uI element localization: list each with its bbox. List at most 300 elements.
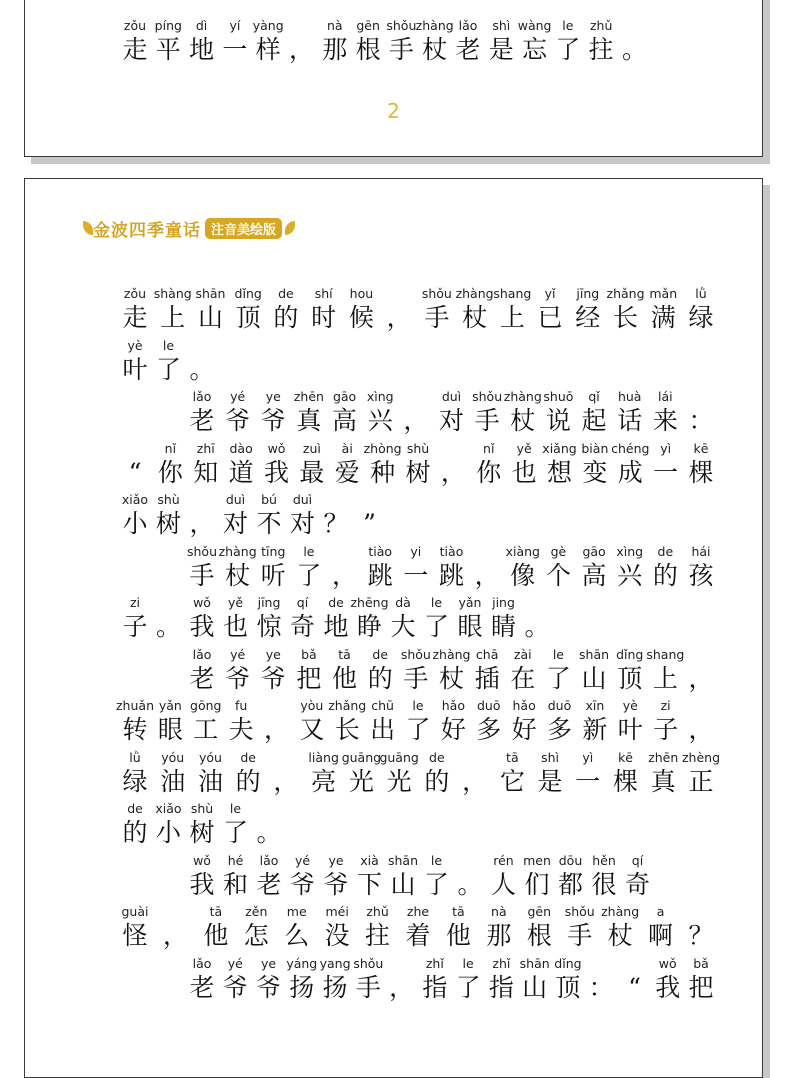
pinyin: zhǎng bbox=[328, 698, 367, 713]
ruby-char bbox=[681, 697, 721, 746]
hanzi: 很 bbox=[591, 869, 617, 899]
hanzi: 子 bbox=[122, 612, 148, 641]
pinyin: yě bbox=[516, 440, 532, 456]
ruby-char bbox=[221, 697, 261, 746]
hanzi: 老 bbox=[189, 406, 215, 435]
hanzi: 了 bbox=[555, 35, 581, 64]
hanzi: 不 bbox=[256, 509, 282, 538]
ruby-char bbox=[432, 543, 472, 592]
hanzi: 他 bbox=[332, 663, 358, 693]
ruby-char bbox=[115, 697, 155, 746]
hanzi: 也 bbox=[511, 457, 537, 487]
hanzi: 睛 bbox=[490, 612, 516, 641]
hanzi: 走 bbox=[122, 303, 148, 332]
hanzi: 山 bbox=[197, 303, 223, 332]
pinyin: zhàng bbox=[415, 18, 454, 33]
ruby-char bbox=[153, 285, 193, 334]
text-line bbox=[25, 491, 762, 543]
ruby-char bbox=[115, 440, 155, 489]
hanzi: 小 bbox=[122, 509, 148, 538]
hanzi: ， bbox=[288, 35, 314, 64]
ruby-char bbox=[467, 543, 507, 592]
text-line bbox=[25, 440, 762, 492]
ruby-char bbox=[253, 388, 293, 437]
pinyin: de bbox=[429, 749, 445, 765]
ruby-char bbox=[530, 749, 570, 798]
ruby-char bbox=[600, 903, 640, 952]
pinyin: zuì bbox=[302, 440, 321, 456]
hanzi: 手 bbox=[474, 406, 500, 435]
hanzi: 叶 bbox=[122, 354, 148, 384]
pinyin: zhǔ bbox=[589, 18, 613, 33]
pinyin: yé bbox=[230, 389, 246, 404]
hanzi: 一 bbox=[575, 766, 601, 796]
ruby-char bbox=[396, 543, 436, 592]
hanzi: 怪 bbox=[122, 921, 148, 950]
pinyin: hǎo bbox=[512, 698, 536, 713]
pinyin: le bbox=[412, 698, 424, 713]
pinyin: wǒ bbox=[267, 440, 286, 456]
pinyin: de bbox=[278, 286, 294, 301]
ruby-char bbox=[492, 749, 532, 798]
pinyin: yǎn bbox=[158, 698, 182, 713]
hanzi: 绿 bbox=[688, 303, 714, 332]
ruby-char bbox=[417, 749, 457, 798]
hanzi: 多 bbox=[476, 715, 502, 744]
hanzi: 经 bbox=[575, 303, 601, 332]
hanzi: 顶 bbox=[555, 972, 581, 1002]
hanzi: 像 bbox=[510, 560, 536, 590]
pinyin: a bbox=[656, 904, 665, 919]
ruby-char bbox=[433, 440, 473, 489]
pinyin: jīng bbox=[576, 286, 600, 301]
pinyin: kē bbox=[693, 440, 709, 456]
hanzi: 听 bbox=[260, 560, 286, 590]
ruby-char bbox=[150, 440, 190, 489]
hanzi: 那 bbox=[322, 35, 348, 64]
ruby-char bbox=[218, 388, 258, 437]
pinyin: tā bbox=[209, 904, 223, 919]
pinyin: yè bbox=[622, 698, 638, 713]
pinyin: shān bbox=[579, 646, 610, 662]
ruby-char bbox=[575, 440, 615, 489]
ruby-char bbox=[433, 697, 473, 746]
hanzi: 下 bbox=[356, 869, 382, 899]
hanzi: ， bbox=[688, 715, 714, 744]
pinyin: nà bbox=[491, 904, 507, 919]
pinyin: yé bbox=[294, 852, 311, 868]
hanzi: 成 bbox=[617, 457, 643, 487]
pinyin: nǐ bbox=[164, 440, 177, 456]
hanzi: 我 bbox=[189, 612, 215, 641]
pinyin: xìng bbox=[616, 543, 644, 559]
hanzi: 真 bbox=[296, 406, 322, 435]
hanzi: 叶 bbox=[617, 715, 643, 744]
pinyin: zǒu bbox=[123, 18, 147, 33]
hanzi: 油 bbox=[160, 766, 186, 796]
ruby-char bbox=[304, 749, 344, 798]
hanzi: 老 bbox=[455, 35, 481, 64]
pinyin: xìng bbox=[366, 389, 394, 404]
hanzi: 也 bbox=[222, 612, 248, 641]
pinyin: shān bbox=[387, 852, 419, 868]
hanzi: 他 bbox=[203, 921, 229, 950]
hanzi: 了 bbox=[545, 663, 571, 693]
pinyin: zhàng bbox=[218, 543, 257, 559]
hanzi: 话 bbox=[617, 406, 643, 435]
hanzi: 上 bbox=[652, 663, 678, 693]
ruby-char bbox=[186, 440, 226, 489]
ruby-char bbox=[182, 337, 222, 386]
hanzi: 拄 bbox=[588, 35, 614, 64]
hanzi: 树 bbox=[189, 818, 215, 847]
ruby-char bbox=[503, 646, 543, 695]
pinyin: shang bbox=[646, 646, 685, 662]
pinyin: shuō bbox=[543, 389, 574, 404]
hanzi: 没 bbox=[324, 921, 350, 950]
text-line bbox=[25, 17, 762, 69]
ruby-char bbox=[182, 388, 222, 437]
hanzi: 光 bbox=[348, 766, 374, 796]
ruby-char bbox=[341, 285, 381, 334]
text-line bbox=[25, 903, 762, 955]
ruby-char bbox=[182, 543, 222, 592]
pinyin: de bbox=[240, 749, 256, 765]
pinyin: zhǎng bbox=[606, 286, 645, 301]
hanzi: 在 bbox=[510, 663, 536, 693]
pinyin: méi bbox=[325, 904, 349, 919]
pinyin: zài bbox=[513, 646, 532, 662]
pinyin: bǎ bbox=[301, 646, 317, 662]
ruby-char bbox=[266, 749, 306, 798]
hanzi: 他 bbox=[445, 921, 471, 950]
hanzi: 拄 bbox=[365, 921, 391, 950]
pinyin: xiàng bbox=[505, 543, 540, 559]
ruby-char bbox=[363, 697, 403, 746]
ruby-char bbox=[155, 903, 195, 952]
text-line bbox=[25, 543, 762, 595]
pinyin: shù bbox=[190, 801, 214, 816]
hanzi: 想 bbox=[546, 457, 572, 487]
pinyin: de bbox=[657, 543, 674, 559]
pinyin: ye bbox=[260, 955, 277, 971]
ruby-char bbox=[606, 749, 646, 798]
hanzi: 杖 bbox=[462, 303, 488, 332]
hanzi: 道 bbox=[228, 457, 254, 487]
pinyin: gāo bbox=[332, 389, 357, 404]
hanzi: 走 bbox=[122, 35, 148, 64]
ruby-char bbox=[681, 903, 721, 952]
hanzi: 。 bbox=[256, 818, 282, 847]
ruby-char bbox=[327, 440, 367, 489]
pinyin: ài bbox=[341, 440, 353, 456]
hanzi: 奇 bbox=[624, 869, 650, 899]
hanzi: 扬 bbox=[322, 972, 348, 1002]
ruby-char bbox=[646, 440, 686, 489]
pinyin: jīng bbox=[257, 595, 281, 610]
hanzi: 我 bbox=[655, 972, 681, 1002]
ruby-char bbox=[643, 285, 683, 334]
ruby-char bbox=[396, 388, 436, 437]
hanzi: 起 bbox=[581, 406, 607, 435]
ruby-char bbox=[360, 646, 400, 695]
ruby-char bbox=[363, 440, 403, 489]
hanzi: 变 bbox=[582, 457, 608, 487]
hanzi: 好 bbox=[440, 715, 466, 744]
ruby-char bbox=[645, 543, 685, 592]
pinyin: le bbox=[303, 543, 315, 559]
hanzi: 它 bbox=[499, 766, 525, 796]
pinyin: de bbox=[328, 595, 344, 610]
pinyin: yé bbox=[227, 955, 243, 971]
hanzi: 来 bbox=[652, 406, 678, 435]
hanzi: 杖 bbox=[422, 35, 448, 64]
ruby-char bbox=[455, 285, 495, 334]
hanzi: 爱 bbox=[334, 457, 360, 487]
ruby-char bbox=[292, 697, 332, 746]
pinyin: hǎo bbox=[441, 698, 465, 713]
ruby-char bbox=[115, 749, 155, 798]
pinyin: le bbox=[430, 595, 443, 610]
ruby-char bbox=[530, 285, 570, 334]
ruby-char bbox=[610, 388, 650, 437]
hanzi: 了 bbox=[155, 354, 181, 384]
pinyin: dōu bbox=[558, 852, 583, 868]
hanzi: ， bbox=[332, 560, 358, 590]
hanzi: 出 bbox=[370, 715, 396, 744]
ruby-char bbox=[253, 646, 293, 695]
ruby-char bbox=[432, 646, 472, 695]
ruby-char bbox=[645, 388, 685, 437]
ruby-char bbox=[503, 388, 543, 437]
hanzi: 最 bbox=[299, 457, 325, 487]
pinyin: tā bbox=[338, 646, 351, 662]
pinyin: yì bbox=[660, 440, 672, 456]
hanzi: 手 bbox=[567, 921, 593, 950]
hanzi: 的 bbox=[235, 766, 261, 796]
hanzi: 们 bbox=[524, 869, 550, 899]
ruby-char bbox=[221, 440, 261, 489]
hanzi: 地 bbox=[323, 612, 349, 641]
hanzi: 插 bbox=[474, 663, 500, 693]
hanzi: 你 bbox=[157, 457, 183, 487]
pinyin: bú bbox=[261, 492, 277, 507]
ruby-char bbox=[253, 543, 293, 592]
pinyin: zhàng bbox=[601, 904, 640, 919]
hanzi: 杖 bbox=[438, 663, 464, 693]
hanzi: 山 bbox=[522, 972, 548, 1002]
pinyin: wǒ bbox=[658, 955, 677, 971]
pinyin: yang bbox=[319, 955, 351, 971]
hanzi: 顶 bbox=[617, 663, 643, 693]
pinyin: guāng bbox=[379, 749, 419, 765]
ruby-char bbox=[379, 285, 419, 334]
pinyin: zhēn bbox=[293, 389, 324, 404]
pinyin: yóu bbox=[198, 749, 222, 765]
ruby-char bbox=[304, 285, 344, 334]
hanzi: 大 bbox=[390, 612, 416, 641]
pinyin: gēn bbox=[356, 18, 380, 33]
ruby-char bbox=[432, 388, 472, 437]
ruby-char bbox=[681, 543, 721, 592]
hanzi: 多 bbox=[546, 715, 572, 744]
hanzi: 山 bbox=[581, 663, 607, 693]
pinyin: lǎo bbox=[192, 646, 212, 662]
hanzi: 跳 bbox=[438, 560, 464, 590]
pinyin: rén bbox=[493, 852, 514, 868]
hanzi: ， bbox=[386, 303, 412, 332]
ruby-char bbox=[540, 440, 580, 489]
ruby-char bbox=[469, 697, 509, 746]
ruby-char bbox=[540, 697, 580, 746]
hanzi: 把 bbox=[688, 972, 714, 1002]
ruby-char bbox=[643, 749, 683, 798]
current-page bbox=[24, 178, 763, 1078]
ruby-char bbox=[610, 543, 650, 592]
pinyin: zhǔ bbox=[366, 904, 389, 919]
pinyin: huà bbox=[617, 389, 642, 404]
hanzi: 转 bbox=[122, 715, 148, 744]
hanzi: 手 bbox=[189, 560, 215, 590]
hanzi: 爷 bbox=[260, 406, 286, 435]
hanzi: 长 bbox=[334, 715, 360, 744]
pinyin: shǒu bbox=[386, 18, 417, 33]
ruby-char bbox=[396, 646, 436, 695]
ruby-char bbox=[350, 491, 390, 540]
pinyin: nà bbox=[327, 18, 343, 33]
ruby-char bbox=[228, 749, 268, 798]
hanzi: 棵 bbox=[613, 766, 639, 796]
hanzi: 眼 bbox=[457, 612, 483, 641]
hanzi: 上 bbox=[160, 303, 186, 332]
text-line bbox=[25, 285, 762, 337]
pinyin: shǒu bbox=[564, 904, 595, 919]
hanzi: 棵 bbox=[688, 457, 714, 487]
pinyin: dì bbox=[195, 18, 208, 33]
hanzi: 新 bbox=[582, 715, 608, 744]
ruby-char bbox=[681, 646, 721, 695]
ruby-char bbox=[575, 697, 615, 746]
ruby-char bbox=[360, 543, 400, 592]
hanzi: ， bbox=[189, 509, 215, 538]
pinyin: dào bbox=[229, 440, 253, 456]
hanzi: 你 bbox=[476, 457, 502, 487]
hanzi: 了 bbox=[455, 972, 481, 1002]
pinyin: duì bbox=[441, 389, 462, 404]
leaf-icon bbox=[83, 221, 93, 235]
ruby-char bbox=[568, 749, 608, 798]
hanzi: 么 bbox=[284, 921, 310, 950]
hanzi: 爷 bbox=[323, 869, 349, 899]
hanzi: 知 bbox=[193, 457, 219, 487]
ruby-char bbox=[560, 903, 600, 952]
hanzi: 好 bbox=[511, 715, 537, 744]
hanzi: ， bbox=[263, 715, 289, 744]
pinyin: tā bbox=[506, 749, 519, 765]
pinyin: zǒu bbox=[123, 286, 147, 301]
pinyin: yě bbox=[227, 595, 244, 610]
hanzi: 对 bbox=[289, 509, 315, 538]
hanzi: 的 bbox=[424, 766, 450, 796]
pinyin: ye bbox=[265, 646, 281, 662]
hanzi: 山 bbox=[390, 869, 416, 899]
pinyin: zhe bbox=[406, 904, 430, 919]
hanzi: 爷 bbox=[260, 663, 286, 693]
ruby-char bbox=[289, 388, 329, 437]
ruby-char bbox=[455, 749, 495, 798]
hanzi: 的 bbox=[273, 303, 299, 332]
ruby-char bbox=[150, 697, 190, 746]
pinyin: shǒu bbox=[353, 955, 384, 971]
hanzi: 兴 bbox=[617, 560, 643, 590]
hanzi: 。 bbox=[155, 612, 181, 641]
pinyin: biàn bbox=[581, 440, 609, 456]
pinyin: lǎo bbox=[458, 18, 478, 33]
pinyin: guài bbox=[121, 904, 149, 919]
hanzi: 手 bbox=[388, 35, 414, 64]
hanzi: ？ bbox=[323, 509, 349, 538]
pinyin: tā bbox=[452, 904, 465, 919]
hanzi: 了 bbox=[423, 612, 449, 641]
ruby-char bbox=[218, 646, 258, 695]
hanzi: 满 bbox=[650, 303, 676, 332]
pinyin: wàng bbox=[517, 18, 552, 33]
pinyin: qí bbox=[296, 595, 309, 610]
hanzi: ： bbox=[688, 406, 714, 435]
pinyin: shǒu bbox=[472, 389, 503, 404]
hanzi: 长 bbox=[613, 303, 639, 332]
pinyin: yé bbox=[230, 646, 246, 662]
hanzi: 着 bbox=[405, 921, 431, 950]
hanzi: 手 bbox=[355, 972, 381, 1002]
pinyin: jing bbox=[492, 595, 515, 610]
hanzi: ， bbox=[462, 766, 488, 796]
hanzi: 了 bbox=[222, 818, 248, 847]
pinyin: yì bbox=[582, 749, 594, 765]
hanzi: 爷 bbox=[256, 972, 282, 1002]
ruby-char bbox=[257, 697, 297, 746]
hanzi: 时 bbox=[311, 303, 337, 332]
ruby-char bbox=[681, 388, 721, 437]
hanzi: 。 bbox=[457, 869, 483, 899]
pinyin: xīn bbox=[585, 698, 605, 713]
hanzi: 树 bbox=[155, 509, 181, 538]
hanzi: 杖 bbox=[225, 560, 251, 590]
pinyin: le bbox=[162, 337, 175, 353]
hanzi: ， bbox=[403, 406, 429, 435]
hanzi: 光 bbox=[386, 766, 412, 796]
hanzi: 睁 bbox=[356, 612, 382, 641]
pinyin: hái bbox=[691, 543, 711, 559]
hanzi: 的 bbox=[367, 663, 393, 693]
pinyin: shì bbox=[541, 749, 560, 765]
ruby-char bbox=[182, 646, 222, 695]
hanzi: ” bbox=[363, 509, 376, 538]
ruby-char bbox=[196, 903, 236, 952]
hanzi: 兴 bbox=[367, 406, 393, 435]
pinyin: ye bbox=[328, 852, 344, 868]
ruby-char bbox=[503, 543, 543, 592]
ruby-char bbox=[519, 903, 559, 952]
hanzi: ， bbox=[440, 457, 466, 487]
pinyin: xiǎng bbox=[542, 440, 577, 456]
pinyin: men bbox=[523, 852, 551, 868]
ruby-char bbox=[538, 646, 578, 695]
pinyin: yàng bbox=[252, 18, 284, 33]
hanzi: 的 bbox=[122, 818, 148, 847]
ruby-char bbox=[236, 903, 276, 952]
hanzi: 平 bbox=[155, 35, 181, 64]
